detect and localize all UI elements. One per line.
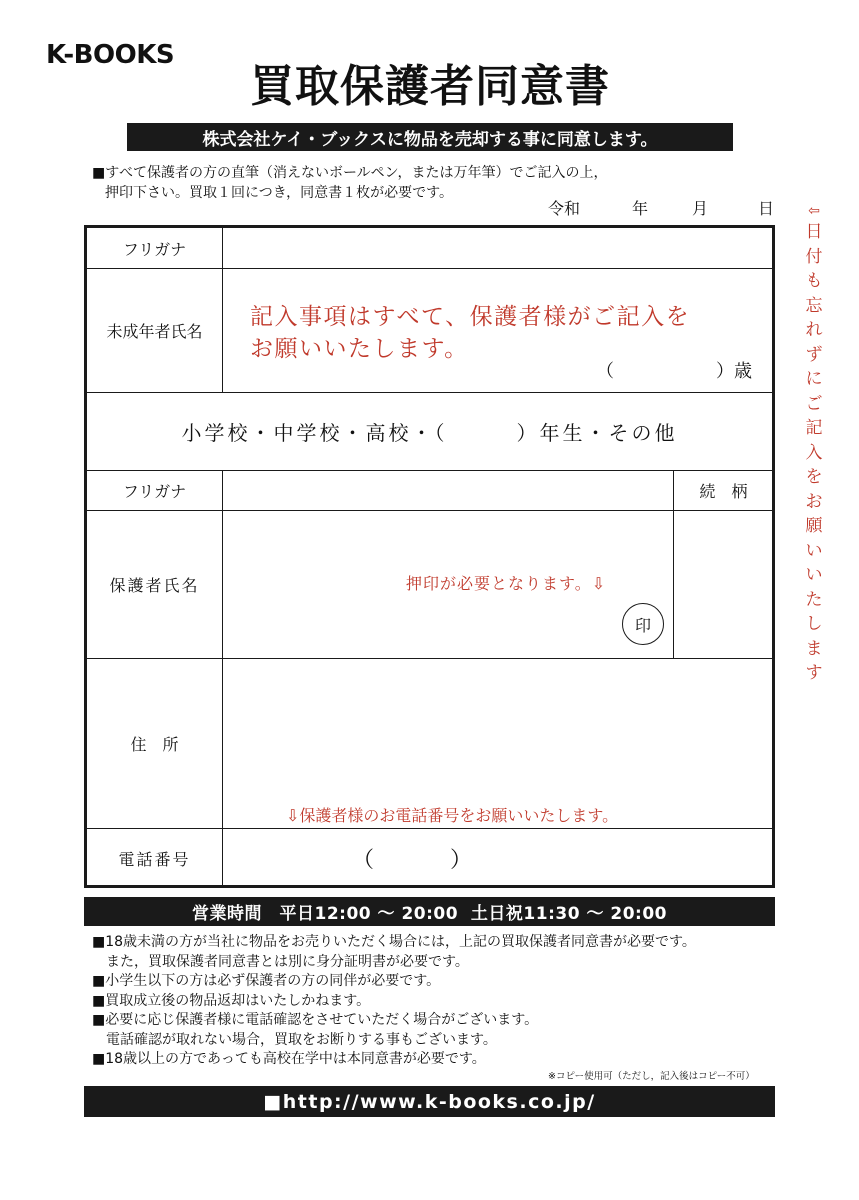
age-paren-open: （ <box>596 361 614 382</box>
note-item: また，買取保護者同意書とは別に身分証明書が必要です。 <box>106 953 469 970</box>
school-grade-options[interactable]: 小学校・中学校・高校・（ ）年生・その他 <box>181 421 678 445</box>
side-char: す <box>805 663 823 683</box>
address-label: 住 所 <box>130 734 179 754</box>
phone-paren-open: （ <box>352 848 375 873</box>
side-char: ま <box>805 638 823 659</box>
guardian-name-field[interactable] <box>224 511 673 658</box>
minor-notice-line: 記入事項はすべて、保護者様がご記入を <box>250 304 691 330</box>
subtitle-banner: 株式会社ケイ・ブックスに物品を売却する事に同意します。 <box>127 123 733 151</box>
note-item: ■買取成立後の物品返却はいたしかねます。 <box>92 992 371 1009</box>
minor-furigana-label: フリガナ <box>122 239 187 259</box>
side-char: 忘 <box>805 295 823 316</box>
minor-name-label: 未成年者氏名 <box>106 321 203 341</box>
instruction-line: ■すべて保護者の方の直筆（消えないボールペン，または万年筆）でご記入の上， <box>92 165 608 181</box>
guardian-furigana-label: フリガナ <box>122 481 187 501</box>
side-char: ご <box>805 393 823 414</box>
website-url-banner[interactable]: ■http://www.k-books.co.jp/ <box>84 1086 775 1117</box>
side-char: 入 <box>805 442 823 463</box>
side-char: お <box>805 491 823 512</box>
seal-notice: 押印が必要となります。⇩ <box>406 574 607 593</box>
side-char: し <box>805 614 823 634</box>
note-item: ■18歳未満の方が当社に物品をお売りいただく場合には，上記の買取保護者同意書が必要です。 <box>92 934 696 950</box>
minor-furigana-field[interactable] <box>224 228 772 268</box>
note-item: 電話確認が取れない場合，買取をお断りする事もございます。 <box>106 1031 497 1048</box>
instructions <box>92 163 608 203</box>
phone-notice: ⇩保護者様のお電話番号をお願いいたします。 <box>286 806 619 825</box>
side-char: 記 <box>805 418 823 438</box>
arrow-left-icon: ⇦ <box>808 203 820 219</box>
phone-paren-close: ） <box>450 848 473 873</box>
address-field[interactable] <box>224 659 772 828</box>
date-month: 月 <box>692 199 709 218</box>
side-char: た <box>805 589 823 610</box>
date-year: 年 <box>632 199 649 218</box>
guardian-furigana-field[interactable] <box>224 470 673 510</box>
notes-list <box>92 933 792 1070</box>
page-title: 買取保護者同意書 <box>250 61 610 112</box>
side-char: れ <box>805 320 823 340</box>
date-line <box>548 196 778 219</box>
business-hours-banner: 営業時間 平日12:00 ～ 20:00 土日祝11:30 ～ 20:00 <box>84 897 775 926</box>
relationship-label: 続 柄 <box>699 481 748 501</box>
consent-form-table <box>84 225 775 888</box>
note-item: ■必要に応じ保護者様に電話確認をさせていただく場合がございます。 <box>92 1012 539 1028</box>
copy-note: ※コピー使用可（ただし，記入後はコピー不可） <box>548 1071 755 1082</box>
side-char: い <box>805 565 823 585</box>
instruction-line: 押印下さい。買取１回につき，同意書１枚が必要です。 <box>105 185 454 201</box>
side-char: を <box>805 467 823 487</box>
relationship-field[interactable] <box>675 511 772 658</box>
guardian-name-label: 保護者氏名 <box>109 575 200 595</box>
side-char: ず <box>805 344 823 365</box>
phone-label: 電話番号 <box>118 849 191 869</box>
minor-notice-line: お願いいたします。 <box>250 336 469 362</box>
side-char: も <box>805 271 823 291</box>
seal-mark: 印 <box>622 603 664 645</box>
date-era: 令和 <box>548 199 581 218</box>
side-char: い <box>805 540 823 561</box>
side-char: に <box>805 369 823 389</box>
age-label: ）歳 <box>716 361 752 382</box>
brand-logo: K-BOOKS <box>46 40 175 70</box>
side-char: 日 <box>805 222 823 242</box>
side-char: 願 <box>805 516 823 536</box>
date-day: 日 <box>758 199 775 218</box>
minor-name-field[interactable] <box>224 269 772 391</box>
phone-field[interactable] <box>224 829 772 888</box>
minor-notice <box>250 301 690 365</box>
note-item: ■18歳以上の方であっても高校在学中は本同意書が必要です。 <box>92 1051 486 1067</box>
note-item: ■小学生以下の方は必ず保護者の方の同伴が必要です。 <box>92 973 441 989</box>
side-char: 付 <box>805 246 823 267</box>
side-reminder <box>802 202 826 686</box>
